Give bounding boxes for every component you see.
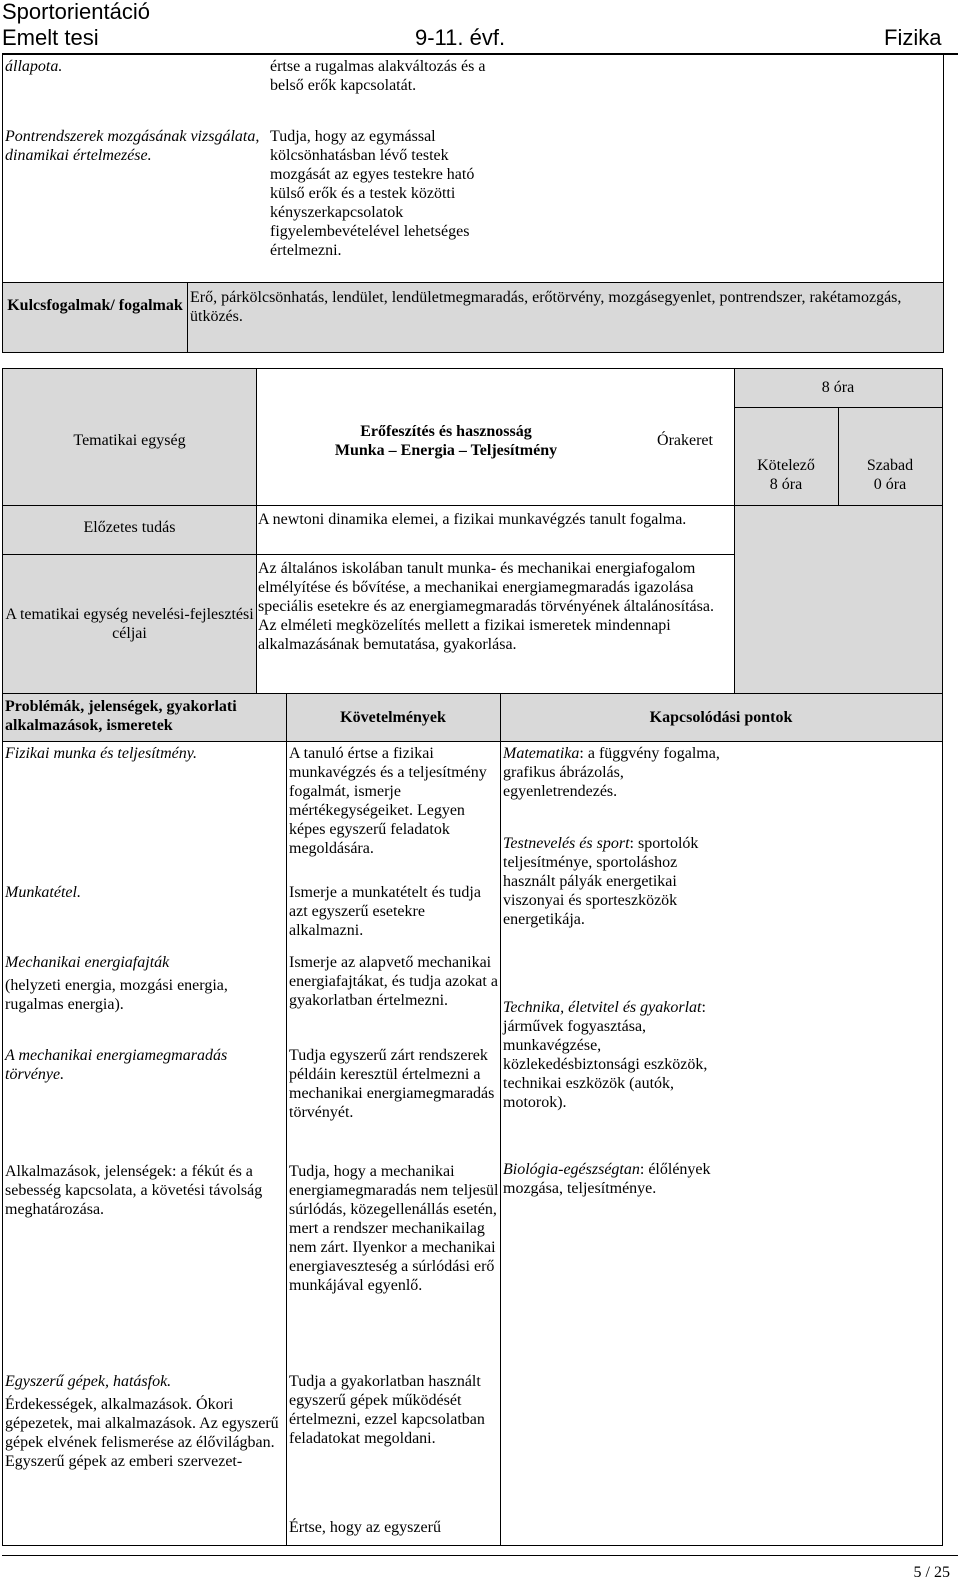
top-row2-left: Pontrendszerek mozgásának vizsgálata, dinamikai értelmezése.	[5, 128, 260, 164]
top-row1-right: értse a rugalmas alakváltozás és a belső erők kapcsolatát.	[270, 58, 486, 94]
unit-table-divider-1	[2, 505, 943, 506]
connection-item	[503, 834, 728, 929]
requirement-item: Értse, hogy az egyszerű	[289, 1519, 441, 1536]
mandatory-label: Kötelező	[757, 457, 815, 474]
connection-item	[503, 744, 728, 801]
top-table-col-divider	[187, 282, 188, 352]
free-label: Szabad	[866, 457, 914, 474]
subject-label: Fizika	[884, 25, 942, 50]
requirement-item: Ismerje az alapvető mechanikai energiafajtákat, és tudja azokat a gyakorlatban értelmezni.	[289, 954, 498, 1009]
top-row2-right: Tudja, hogy az egymással kölcsönhatásban lévő testek mozgását az egyes testekre ható külső erők és a testek közötti kényszerkapcsolatok figyelembevételével lehetséges értelmezni.	[270, 128, 475, 259]
document-title: Sportorientáció	[2, 0, 150, 24]
head-requirements: Követelmények	[340, 709, 446, 726]
connection-subject: Technika, életvitel és gyakorlat	[503, 999, 702, 1016]
unit-table-border-top	[2, 368, 943, 369]
top-table-border-right	[943, 55, 944, 353]
problem-item: A mechanikai energiamegmaradás törvénye.	[5, 1047, 228, 1083]
unit-subtitle: Munka – Energia – Teljesítmény	[334, 442, 558, 459]
prior-goals-divider-left	[2, 554, 256, 555]
grade-label: 9-11. évf.	[415, 25, 506, 50]
keywords-text: Erő, párkölcsönhatás, lendület, lendületmegmaradás, erőtörvény, mozgásegyenlet, pontrendszer, rakétamozgás, ütközés.	[190, 289, 902, 325]
unit-table-border-left	[2, 368, 3, 1546]
keywords-label-cell	[3, 282, 187, 352]
document-subtitle: Emelt tesi	[2, 25, 99, 50]
free-hours: 0 óra	[873, 476, 907, 493]
unit-title: Erőfeszítés és hasznosság	[360, 423, 532, 440]
connection-text: : a függvény fogalma, grafikus ábrázolás, egyenletrendezés.	[503, 745, 720, 800]
header-divider	[2, 53, 958, 55]
requirement-item: A tanuló értse a fizikai munkavégzés és a teljesítmény fogalmát, ismerje mértékegységeiket. Legyen képes egyszerű feladatok megoldására.	[289, 745, 487, 857]
unit-col-divider-b	[734, 368, 735, 693]
page-number: 5 / 25	[913, 1564, 950, 1581]
unit-table-border-bottom	[2, 1545, 943, 1546]
problem-item: (helyzeti energia, mozgási energia, rugalmas energia).	[5, 977, 228, 1013]
problem-item: Érdekességek, alkalmazások. Ókori gépezetek, mai alkalmazások. Az egyszerű gépek elvének felismerése az élővilágban. Egyszerű gépek az emberi szervezet-	[5, 1396, 279, 1470]
prior-label: Előzetes tudás	[83, 519, 176, 536]
mandatory-hours: 8 óra	[769, 476, 803, 493]
problem-item: Egyszerű gépek, hatásfok.	[5, 1373, 172, 1390]
hours-label: Órakeret	[657, 432, 713, 449]
top-table-border-bottom	[2, 352, 944, 353]
footer-divider	[2, 1555, 958, 1556]
unit-table-border-right	[942, 368, 943, 1546]
top-table-row-divider	[2, 282, 944, 283]
requirement-item: Tudja egyszerű zárt rendszerek példáin keresztül értelmezni a mechanikai energiamegmaradás törvényét.	[289, 1047, 495, 1121]
unit-col-divider-c	[256, 505, 257, 693]
connection-item	[503, 998, 728, 1112]
connection-text: : sportolók teljesítménye, sportoláshoz használt pályák energetikai viszonyai és sporteszközök energetikája.	[503, 835, 699, 928]
right-shaded-cell	[734, 505, 942, 693]
top-row1-left: állapota.	[5, 58, 63, 75]
problem-item: Munkatétel.	[5, 884, 81, 901]
connection-text: : élőlények mozgása, teljesítménye.	[503, 1161, 711, 1197]
requirement-item: Tudja a gyakorlatban használt egyszerű gépek működését értelmezni, ezzel kapcsolatban feladatokat megoldani.	[289, 1373, 485, 1447]
connection-subject: Biológia-egészségtan	[503, 1161, 640, 1178]
connection-text: : járművek fogyasztása, munkavégzése, közlekedésbiztonsági eszközök, technikai eszközök (autók, motorok).	[503, 999, 708, 1111]
keywords-label: Kulcsfogalmak/ fogalmak	[7, 297, 183, 314]
problem-item: Mechanikai energiafajták	[5, 954, 170, 971]
goals-text: Az általános iskolában tanult munka- és mechanikai energiafogalom elmélyítése és bővítése, a mechanikai energiamegmaradás igazolása speciális esetekre és az energiamegmaradás törvényének általánosítása. Az elméleti megközelítés mellett a fizikai ismeretek mindennapi alkalmazásának bemutatása, gyakorlása.	[258, 560, 714, 653]
content-col-divider-2	[500, 693, 501, 1546]
requirement-item: Tudja, hogy a mechanikai energiamegmaradás nem teljesül súrlódás, közegellenállás esetén, mert a rendszer mechanikailag nem zárt. Ilyenkor a mechanikai energiaveszteség a súrlódási erő munkájával egyenlő.	[289, 1163, 499, 1294]
unit-table-divider-2	[2, 693, 943, 694]
problem-item: Alkalmazások, jelenségek: a fékút és a sebesség kapcsolata, a követési távolság meghatározása.	[5, 1163, 263, 1218]
connection-subject: Matematika	[503, 745, 580, 762]
goals-label: A tematikai egység nevelési-fejlesztési céljai	[5, 606, 254, 642]
problem-item: Fizikai munka és teljesítmény.	[5, 745, 197, 762]
connection-item	[503, 1160, 728, 1198]
head-problems: Problémák, jelenségek, gyakorlati alkalmazások, ismeretek	[5, 698, 237, 734]
connection-subject: Testnevelés és sport	[503, 835, 630, 852]
unit-label: Tematikai egység	[73, 432, 186, 449]
head-connections: Kapcsolódási pontok	[649, 709, 793, 726]
requirement-item: Ismerje a munkatételt és tudja azt egyszerű esetekre alkalmazni.	[289, 884, 481, 939]
unit-table-divider-3	[2, 741, 943, 742]
content-col-divider-1	[286, 693, 287, 1546]
prior-text: A newtoni dinamika elemei, a fizikai munkavégzés tanult fogalma.	[258, 511, 687, 528]
prior-goals-divider	[256, 554, 734, 555]
total-hours: 8 óra	[821, 379, 855, 396]
